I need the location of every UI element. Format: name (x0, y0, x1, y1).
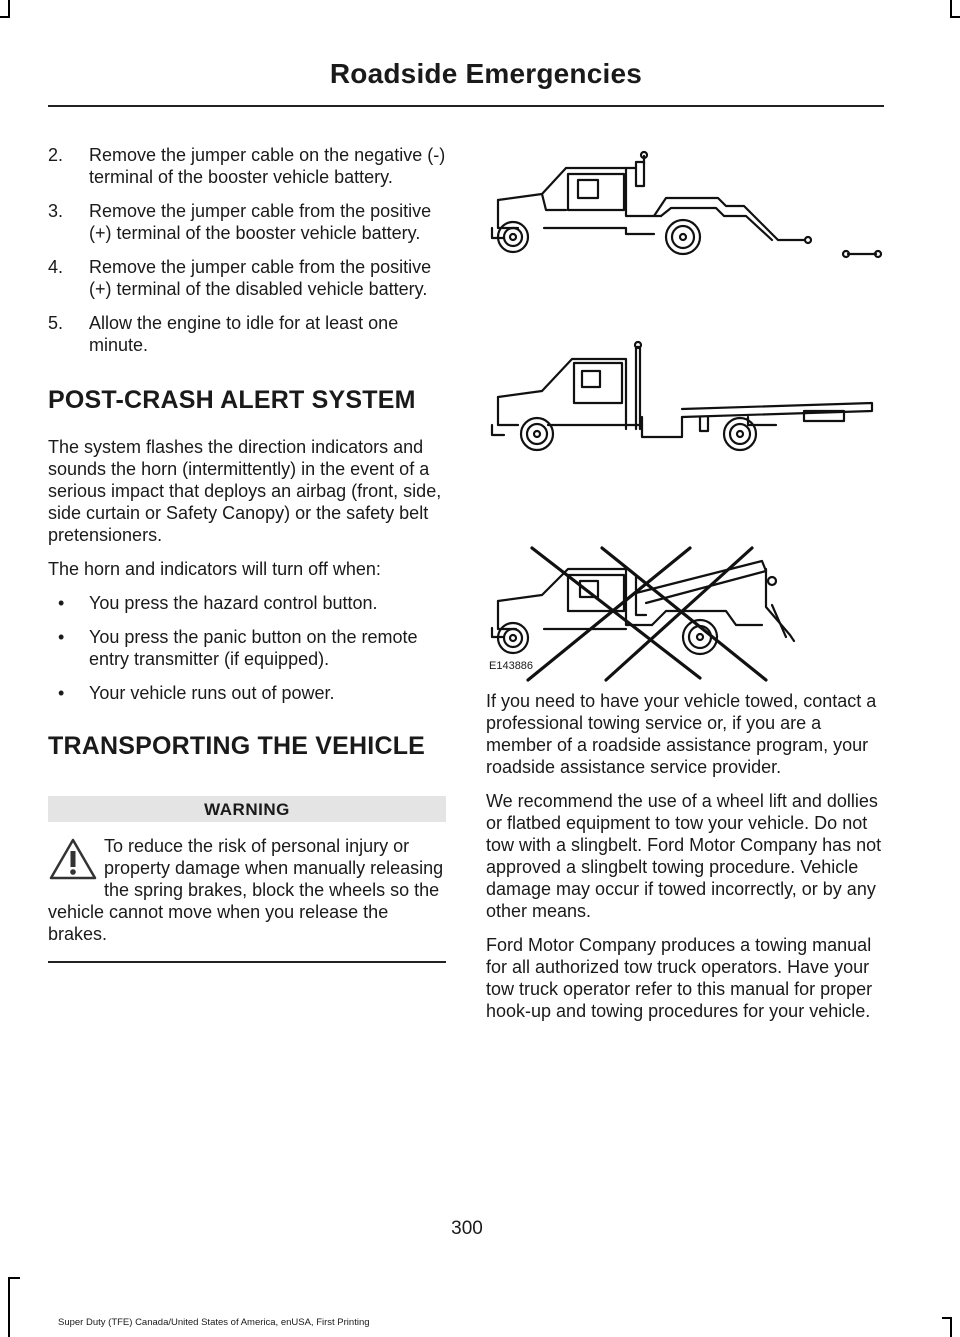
paragraph: If you need to have your vehicle towed, contact a professional towing service or, if you are a member of a roadside assistance program, your roadside assistance service provider. (486, 691, 877, 777)
warning-header: WARNING (48, 796, 446, 822)
warning-triangle-icon (48, 837, 98, 882)
paragraph: The horn and indicators will turn off when: (48, 559, 381, 579)
step-number: 2. (48, 145, 64, 165)
footer-text: Super Duty (TFE) Canada/United States of America, enUSA, First Printing (58, 1317, 370, 1328)
bullet-text: You press the panic button on the remote entry transmitter (if equipped). (89, 627, 418, 669)
section-heading-post-crash: POST-CRASH ALERT SYSTEM (48, 386, 416, 414)
section-heading-transport: TRANSPORTING THE VEHICLE (48, 732, 426, 760)
list-item (48, 312, 446, 356)
paragraph: We recommend the use of a wheel lift and dollies or flatbed equipment to tow your vehicle. Do not tow with a slingbelt. Ford Motor Company has not approved a slingbelt towing procedure. Vehicle damage may occur if towed incorrectly, or by any other means. (486, 791, 882, 921)
step-text: Allow the engine to idle for at least one minute. (89, 313, 399, 355)
step-text: Remove the jumper cable on the negative (-) terminal of the booster vehicle battery. (89, 145, 446, 187)
bullet: • (58, 593, 65, 613)
step-text: Remove the jumper cable from the positive (+) terminal of the disabled vehicle battery. (89, 257, 432, 299)
paragraph: The system flashes the direction indicators and sounds the horn (intermittently) in the event of a serious impact that deploys an airbag (front, side, side curtain or Safety Canopy) or the safety belt pretensioners. (48, 437, 442, 545)
tow-truck-illustration (486, 150, 884, 690)
paragraph: Ford Motor Company produces a towing manual for all authorized tow truck operators. Have your tow truck operator refer to this manual for proper hook-up and towing procedures for your vehicle. (486, 935, 873, 1021)
wheel-lift-tow-truck-icon (492, 152, 881, 257)
crop-mark (950, 16, 960, 18)
crop-mark (8, 1277, 20, 1279)
crop-mark (0, 16, 10, 18)
warning-text: To reduce the risk of personal injury or property damage when manually releasing the spring brakes, block the wheels so the vehicle cannot move when you release the brakes. (48, 836, 444, 944)
bullet-text: Your vehicle runs out of power. (89, 683, 335, 703)
bullet-text: You press the hazard control button. (89, 593, 378, 613)
step-number: 4. (48, 257, 64, 277)
bullet: • (58, 683, 65, 703)
crop-mark (942, 1317, 952, 1319)
crop-mark (950, 1319, 952, 1337)
list-item (48, 626, 446, 670)
step-number: 3. (48, 201, 64, 221)
crop-mark (8, 0, 10, 16)
list-item (48, 144, 446, 188)
flatbed-tow-truck-icon (492, 342, 872, 450)
crop-mark (8, 1277, 10, 1337)
list-item (48, 200, 446, 244)
prohibited-cross-icon (528, 548, 766, 680)
figure-code: E143886 (489, 660, 534, 672)
crop-mark (950, 0, 952, 16)
page-number: 300 (451, 1218, 483, 1239)
step-number: 5. (48, 313, 64, 333)
list-item (48, 682, 446, 704)
list-item (48, 592, 446, 614)
page-title: Roadside Emergencies (329, 58, 642, 89)
warning-box (48, 835, 446, 963)
slingbelt-tow-truck-icon (492, 561, 794, 654)
bullet: • (58, 627, 65, 647)
header-divider (48, 105, 884, 107)
left-column (48, 144, 446, 963)
right-column (486, 690, 884, 1034)
list-item (48, 256, 446, 300)
step-text: Remove the jumper cable from the positive (+) terminal of the booster vehicle battery. (89, 201, 432, 243)
